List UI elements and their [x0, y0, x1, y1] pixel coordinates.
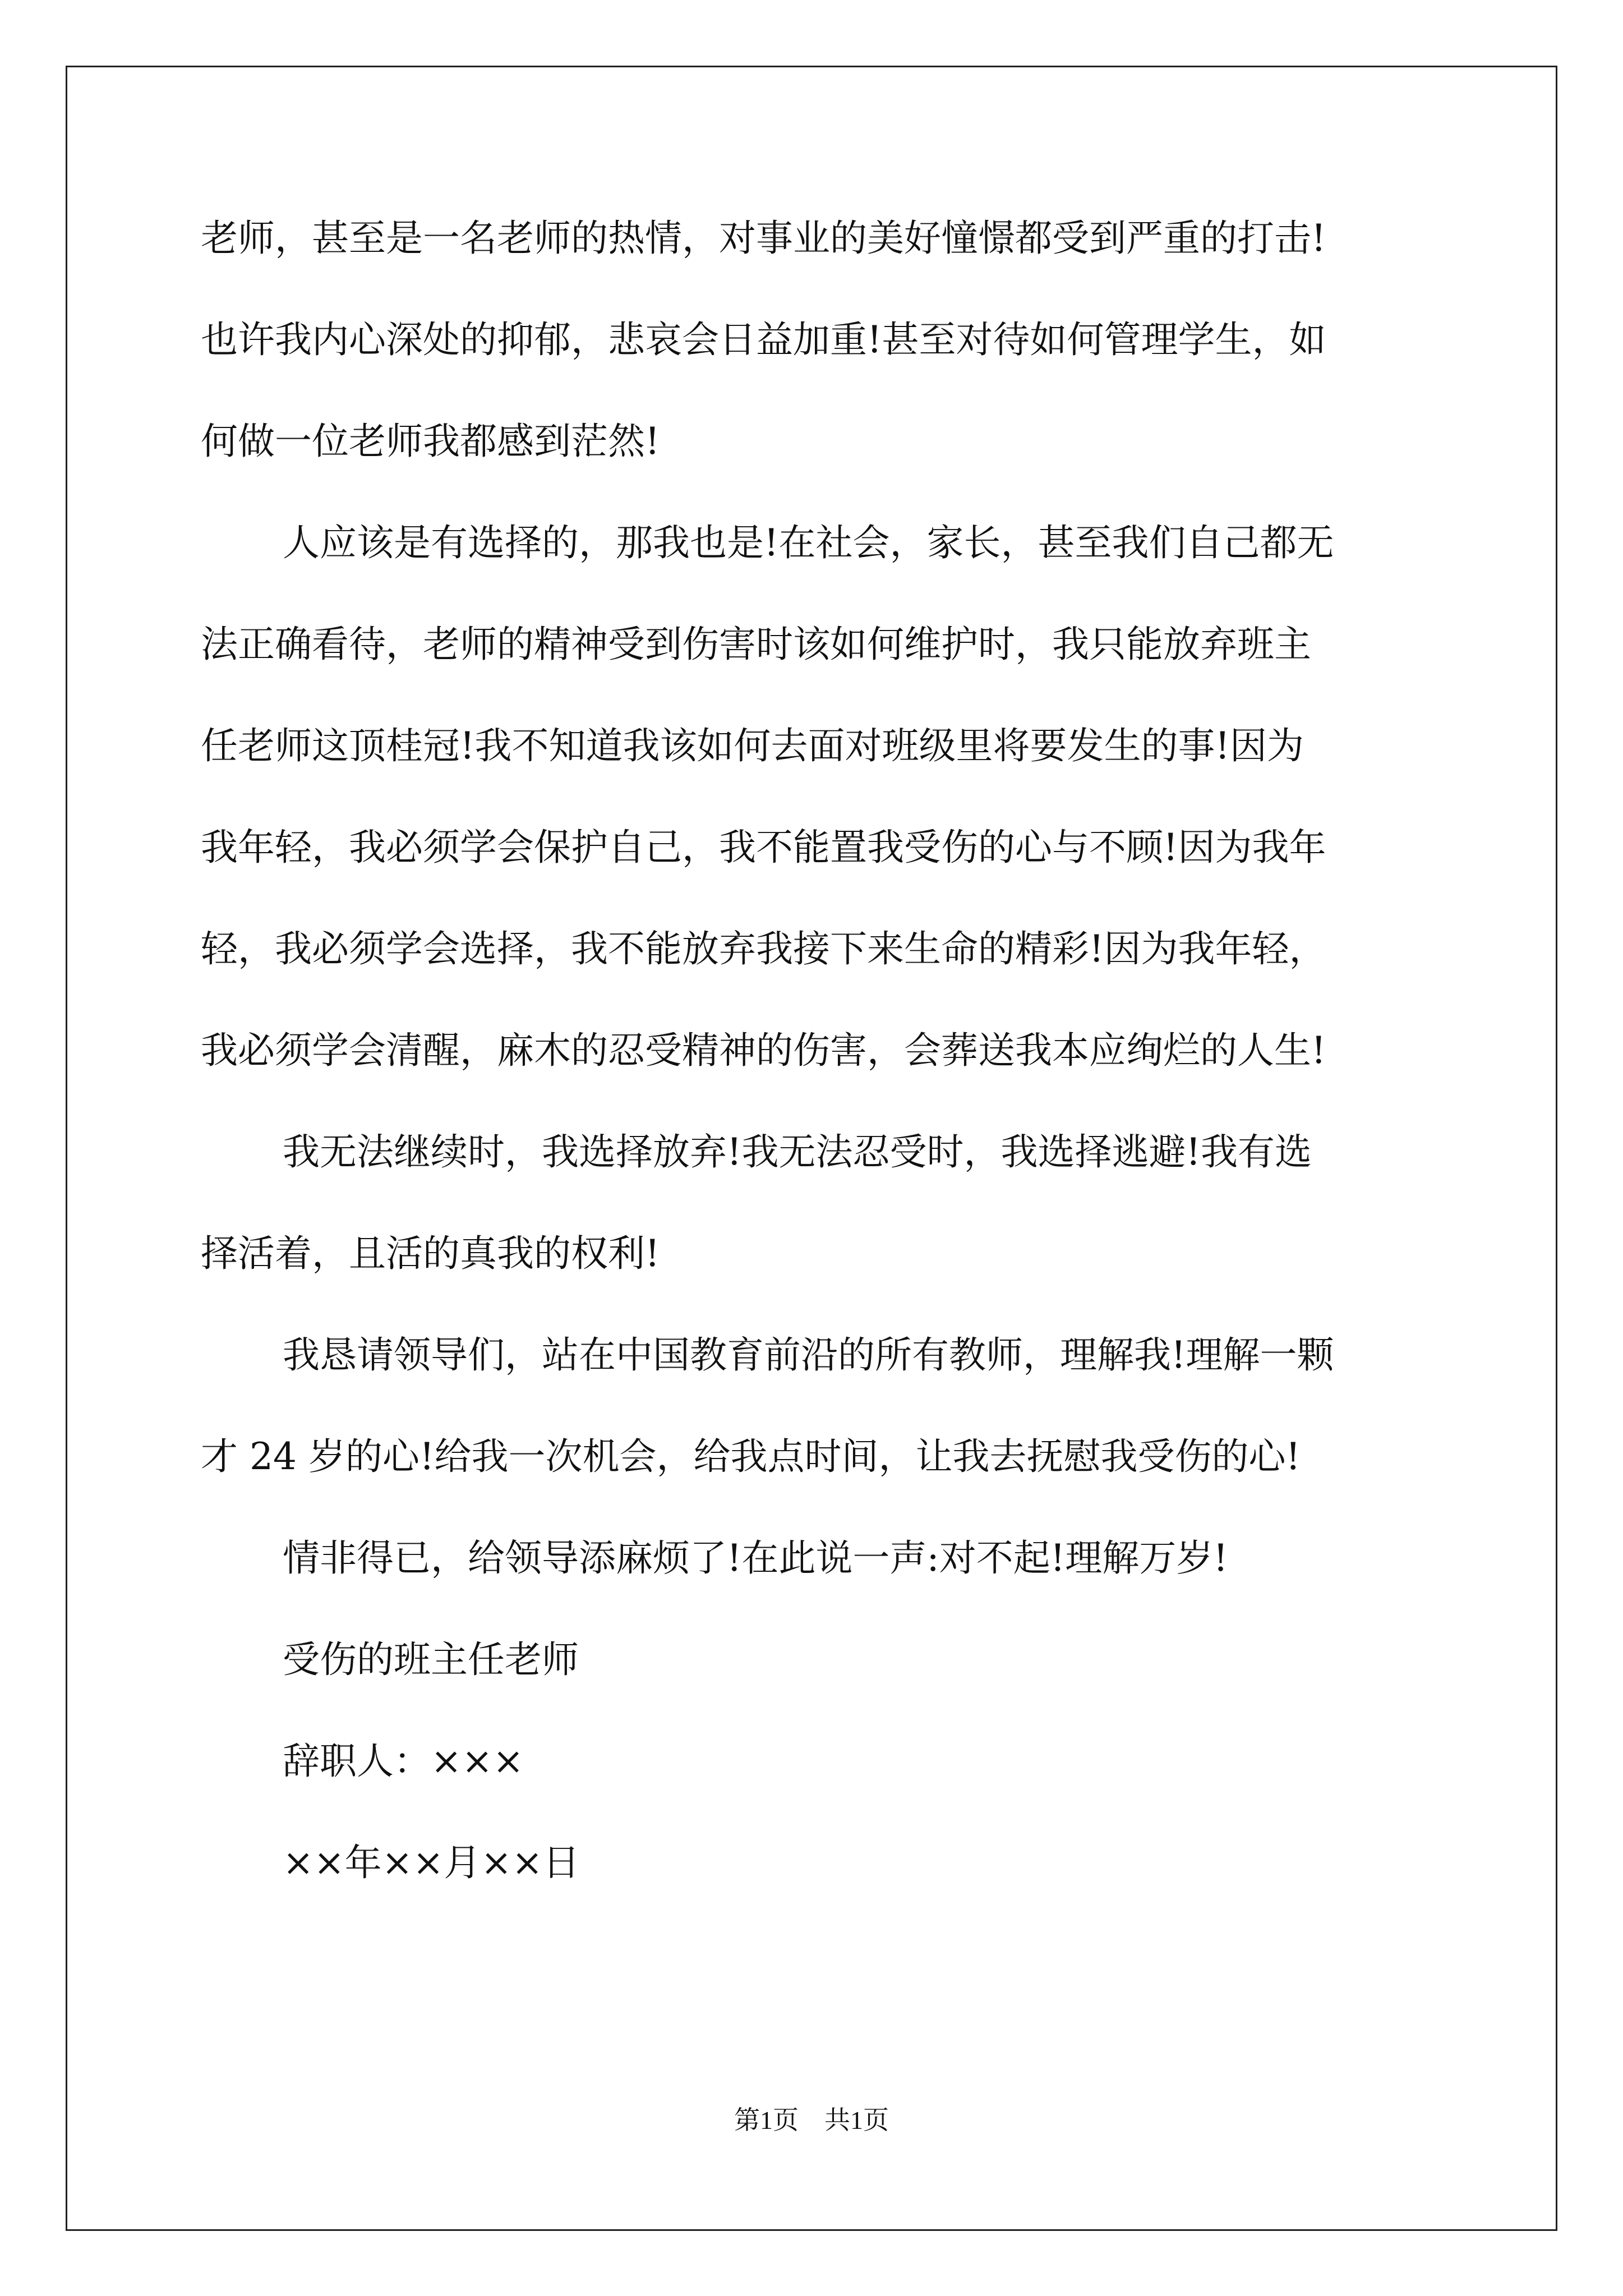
- text-line: 何做一位老师我都感到茫然!: [201, 420, 660, 463]
- paragraph-start-line: 情非得已，给领导添麻烦了!在此说一声:对不起!理解万岁!: [283, 1536, 1228, 1580]
- paragraph-start-line: 我恳请领导们，站在中国教育前沿的所有教师，理解我!理解一颗: [283, 1333, 1334, 1377]
- text-line: 择活着，且活的真我的权利!: [201, 1232, 660, 1275]
- text-line: 法正确看待，老师的精神受到伤害时该如何维护时，我只能放弃班主: [201, 623, 1311, 666]
- paragraph-start-line: 我无法继续时，我选择放弃!我无法忍受时，我选择逃避!我有选: [283, 1130, 1312, 1174]
- letter-date: ××年××月××日: [283, 1841, 580, 1884]
- paragraph-start-line: 人应该是有选择的，那我也是!在社会，家长，甚至我们自己都无: [283, 521, 1334, 564]
- text-line: 任老师这顶桂冠!我不知道我该如何去面对班级里将要发生的事!因为: [201, 724, 1304, 767]
- text-line: 轻，我必须学会选择，我不能放弃我接下来生命的精彩!因为我年轻，: [201, 927, 1326, 970]
- text-line: 我年轻，我必须学会保护自己，我不能置我受伤的心与不顾!因为我年: [201, 826, 1326, 869]
- resigner-name: 辞职人：×××: [283, 1740, 524, 1783]
- text-line: 我必须学会清醒，麻木的忍受精神的伤害，会葬送我本应绚烂的人生!: [201, 1029, 1326, 1072]
- signature-title: 受伤的班主任老师: [283, 1638, 579, 1681]
- text-line: 才 24 岁的心!给我一次机会，给我点时间，让我去抚慰我受伤的心!: [201, 1435, 1301, 1478]
- text-line: 老师，甚至是一名老师的热情，对事业的美好憧憬都受到严重的打击!: [201, 217, 1326, 260]
- text-line: 也许我内心深处的抑郁，悲哀会日益加重!甚至对待如何管理学生，如: [201, 318, 1326, 361]
- page-number-footer: 第1页 共1页: [734, 2106, 889, 2134]
